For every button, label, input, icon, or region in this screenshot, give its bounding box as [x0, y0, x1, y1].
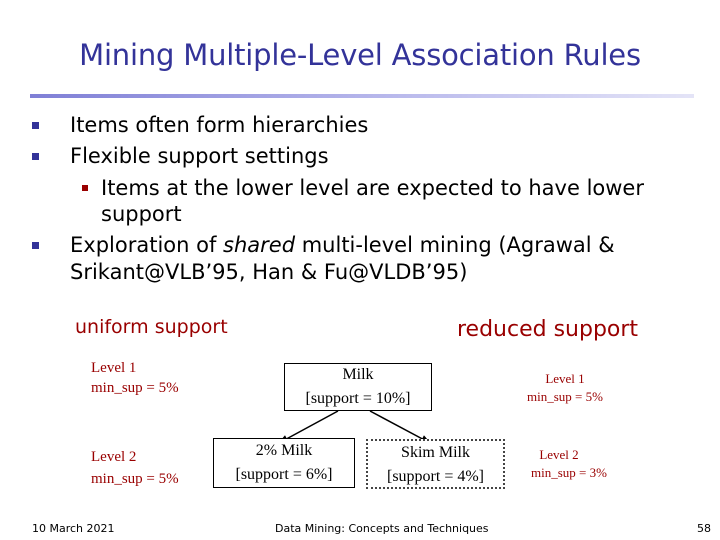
right-level2-minsup: min_sup = 3% — [531, 465, 607, 480]
sub-bullet-text-line2: support — [101, 202, 182, 226]
left-level1-name: Level 1 — [91, 360, 137, 376]
right-level1-minsup: min_sup = 5% — [527, 389, 603, 404]
right-level1-name: Level 1 — [545, 371, 585, 386]
slide-title: Mining Multiple-Level Association Rules — [79, 38, 641, 72]
skim-milk-name: Skim Milk — [401, 444, 470, 461]
two-percent-milk-support: [support = 6%] — [235, 466, 333, 483]
skim-milk-support: [support = 4%] — [386, 468, 484, 485]
page-number: 58 — [697, 522, 711, 535]
footer-date: 10 March 2021 — [32, 522, 115, 535]
left-level2-minsup: min_sup = 5% — [91, 471, 179, 487]
skim-milk-node — [366, 439, 505, 489]
uniform-support-label: uniform support — [75, 316, 228, 338]
reduced-support-label: reduced support — [457, 317, 639, 342]
sub-bullet-text-line1: Items at the lower level are expected to have lower — [101, 176, 644, 200]
bullet-text-3-suffix: multi-level mining (Agrawal & — [295, 233, 615, 257]
right-level2-name: Level 2 — [539, 447, 579, 462]
two-percent-milk-name: 2% Milk — [255, 442, 313, 459]
footer-title: Data Mining: Concepts and Techniques — [275, 522, 489, 535]
bullet-text-3-line2: Srikant@VLB’95, Han & Fu@VLDB’95) — [70, 260, 468, 284]
bullet-text-2: Flexible support settings — [70, 144, 329, 168]
left-level1-minsup: min_sup = 5% — [91, 380, 179, 396]
two-percent-milk-node — [213, 438, 355, 488]
milk-node — [284, 363, 432, 411]
milk-node-support: [support = 10%] — [305, 390, 411, 407]
left-level2-name: Level 2 — [91, 449, 137, 465]
bullet-text-3-prefix: Exploration of — [70, 233, 224, 257]
bullet-text-1: Items often form hierarchies — [70, 113, 369, 137]
milk-node-name: Milk — [342, 366, 374, 383]
bullet-text-3-emphasis: shared — [223, 233, 296, 257]
